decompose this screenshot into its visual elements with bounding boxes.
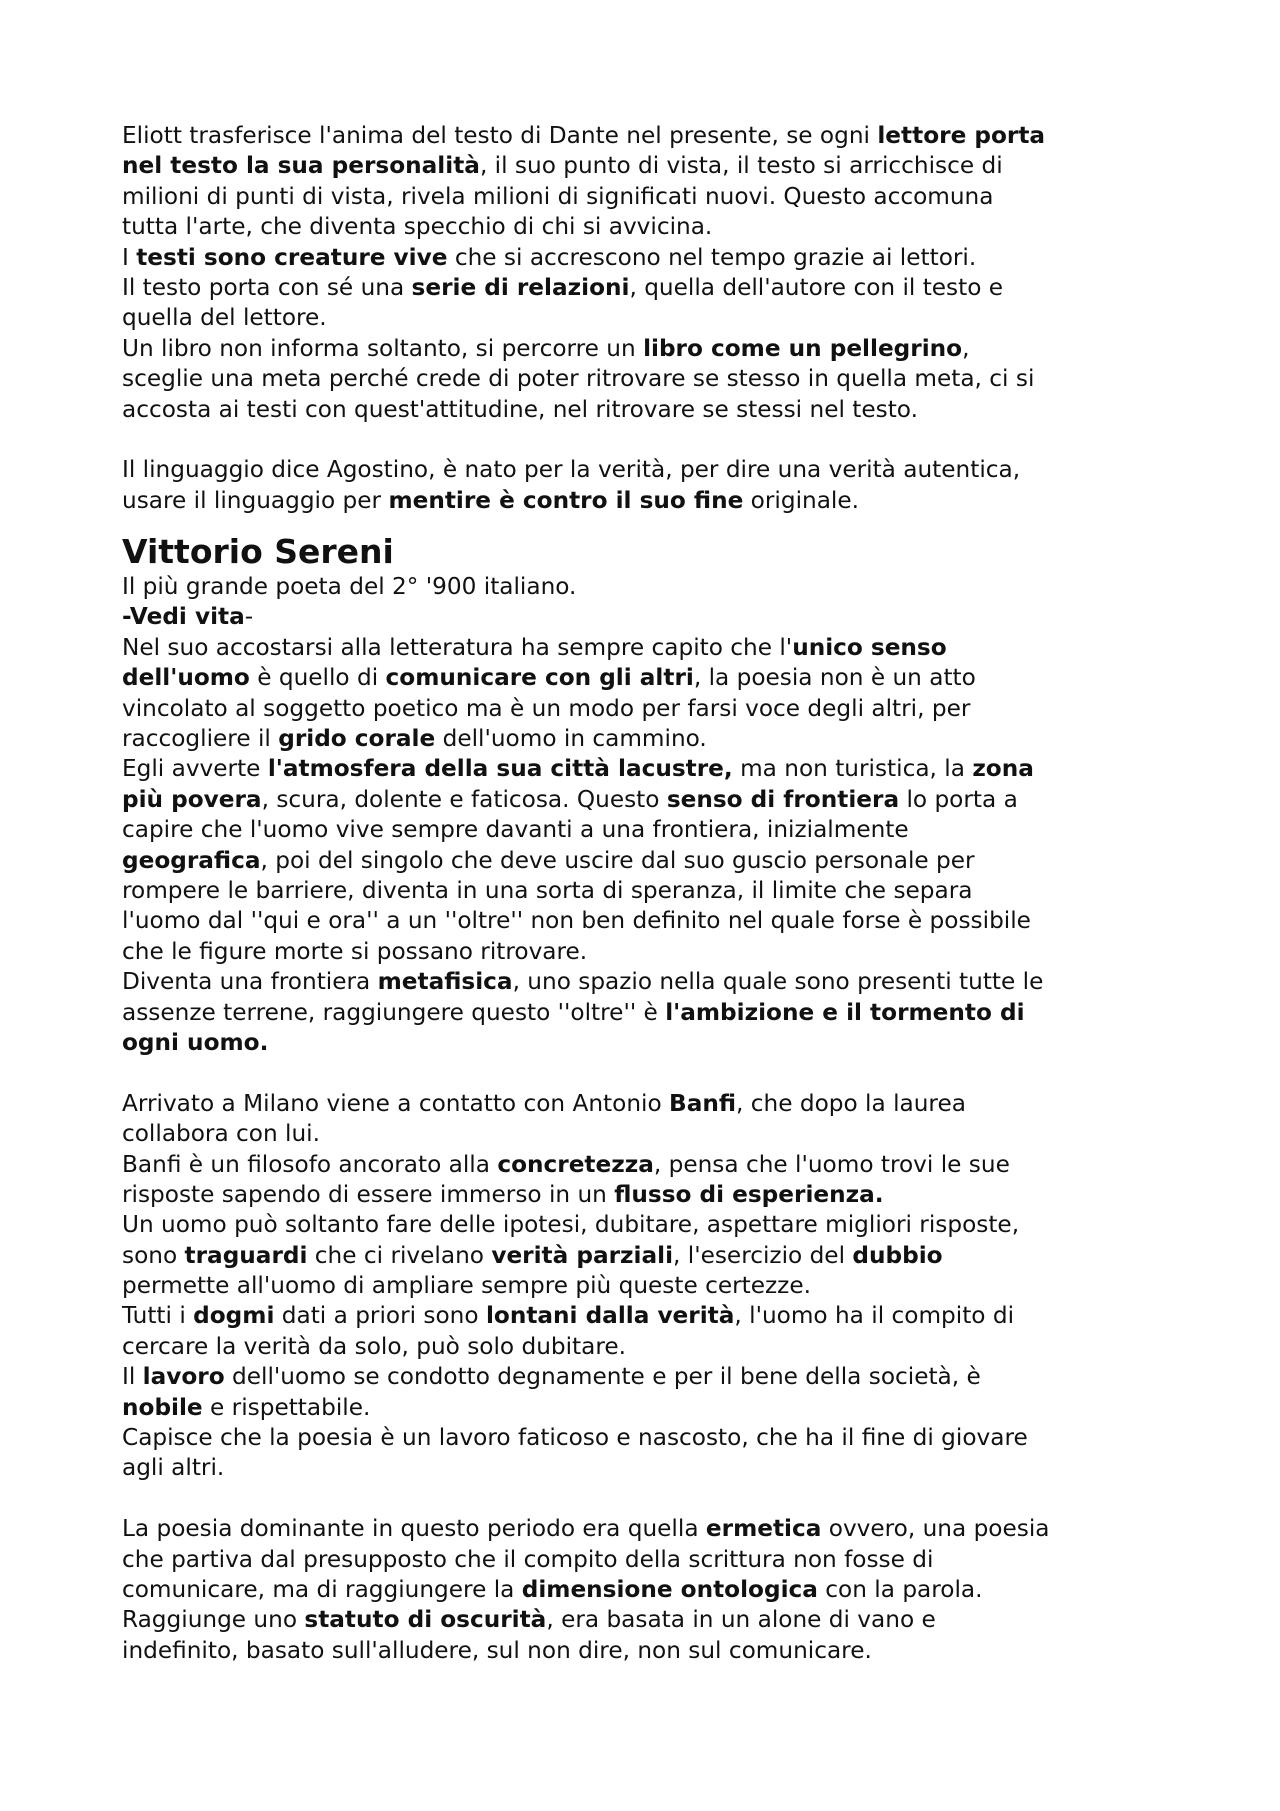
text-run: , [962,334,970,362]
bold-text-run: mentire è contro il suo fine [388,486,744,514]
text-line [122,998,1172,1028]
bold-text-run: verità parziali [491,1241,674,1269]
text-line [122,151,1172,181]
text-line [122,1423,1172,1453]
text-run: e rispettabile. [202,1393,371,1421]
bold-text-run: testi sono creature vive [136,243,448,271]
blank-line [122,1484,1172,1514]
text-run: , la poesia non è un atto [693,664,976,692]
bold-text-run: dimensione ontologica [521,1575,818,1603]
bold-text-run: comunicare con gli altri [385,664,694,692]
text-run: Diventa una frontiera [122,968,378,996]
text-line [122,1332,1172,1362]
text-run: tutta l'arte, che diventa specchio di chi si avvicina. [122,213,713,241]
text-run: sono [122,1241,185,1269]
text-run: Raggiunge uno [122,1606,305,1634]
text-line [122,633,1172,663]
bold-text-run: concretezza [497,1150,654,1178]
text-line [122,1271,1172,1301]
text-run: , poi del singolo che deve uscire dal suo guscio personale per [260,846,975,874]
text-run: Il più grande poeta del 2° '900 italiano. [122,573,577,601]
text-run: , il suo punto di vista, il testo si arricchisce di [479,152,1003,180]
text-run: indefinito, basato sull'alludere, sul non dire, non sul comunicare. [122,1636,872,1664]
text-run: I [122,243,137,271]
bold-text-run: grido corale [278,725,436,753]
text-run: cercare la verità da solo, può solo dubitare. [122,1332,627,1360]
text-line [122,1514,1172,1544]
text-line [122,1150,1172,1180]
text-line [122,1362,1172,1392]
blank-line [122,425,1172,455]
text-run: Nel suo accostarsi alla letteratura ha sempre capito che l' [122,633,793,661]
text-line [122,1393,1172,1423]
text-line [122,455,1172,485]
text-run: Egli avverte [122,755,268,783]
bold-text-run: lettore porta [877,122,1046,149]
bold-text-run: dogmi [193,1302,275,1330]
bold-text-run: serie di relazioni [411,273,630,301]
text-run: milioni di punti di vista, rivela milioni di significati nuovi. Questo accomuna [122,182,994,210]
text-run: , scura, dolente e faticosa. Questo [261,785,667,813]
text-run: sceglie una meta perché crede di poter ritrovare se stesso in quella meta, ci si [122,365,1035,393]
text-line [122,273,1172,303]
text-run: , pensa che l'uomo trovi le sue [653,1150,1010,1178]
bold-text-run: Banfi [669,1089,737,1117]
text-run: vincolato al soggetto poetico ma è un modo per farsi voce degli altri, per [122,694,971,722]
text-run: Tutti i [122,1302,194,1330]
text-run: con la parola. [817,1575,983,1603]
text-run: , che dopo la laurea [736,1089,966,1117]
text-run: l'uomo dal ''qui e ora'' a un ''oltre'' non ben definito nel quale forse è possibile [122,907,1031,935]
bold-text-run: più povera [122,785,262,813]
paragraph-agostino [122,455,1172,516]
text-run: agli altri. [122,1454,225,1482]
text-run: risposte sapendo di essere immerso in un [122,1180,615,1208]
text-line [122,724,1172,754]
text-run: Banfi è un filosofo ancorato alla [122,1150,498,1178]
text-line [122,1210,1172,1240]
bold-text-run: geografica [122,846,261,874]
text-run: , quella dell'autore con il testo e [629,273,1004,301]
paragraph-banfi [122,1089,1172,1484]
bold-text-run: dell'uomo [122,664,250,692]
text-line [122,1028,1172,1058]
text-line [122,1605,1172,1635]
text-line [122,395,1172,425]
text-run: assenze terrene, raggiungere questo ''oltre'' è [122,998,666,1026]
bold-text-run: traguardi [184,1241,308,1269]
bold-text-run: nel testo la sua personalità [122,152,480,180]
text-line [122,1545,1172,1575]
text-run: originale. [743,486,859,514]
text-line [122,967,1172,997]
bold-text-run: metafisica [377,968,513,996]
text-line [122,1241,1172,1271]
document-page [122,121,1172,1666]
text-run: ovvero, una poesia [821,1515,1050,1543]
text-run: Capisce che la poesia è un lavoro faticoso e nascosto, che ha il fine di giovare [122,1424,1028,1452]
text-line [122,1636,1172,1666]
text-run: collabora con lui. [122,1120,320,1148]
paragraph-sereni-intro [122,572,1172,1058]
text-run: dati a priori sono [274,1302,486,1330]
bold-text-run: zona [972,755,1034,783]
text-run: , era basata in un alone di vano e [546,1606,936,1634]
text-line [122,572,1172,602]
bold-text-run: unico senso [792,633,947,661]
text-line [122,694,1172,724]
text-line [122,754,1172,784]
text-run: dell'uomo in cammino. [435,725,707,753]
text-run: raccogliere il [122,725,279,753]
text-line [122,334,1172,364]
text-run: ma non turistica, la [732,755,973,783]
text-line [122,602,1172,632]
section-heading: Vittorio Sereni [122,532,394,572]
text-run: Un libro non informa soltanto, si percorre un [122,334,644,362]
text-line [122,1301,1172,1331]
text-run: che ci rivelano [307,1241,492,1269]
bold-text-run: dubbio [852,1241,943,1269]
text-run: usare il linguaggio per [122,486,389,514]
text-line [122,815,1172,845]
text-line [122,182,1172,212]
bold-text-run: ermetica [705,1515,822,1543]
text-line [122,303,1172,333]
bold-text-run: nobile [122,1393,203,1421]
text-run: , uno spazio nella quale sono presenti tutte le [512,968,1044,996]
text-run: comunicare, ma di raggiungere la [122,1575,522,1603]
text-run: Un uomo può soltanto fare delle ipotesi, dubitare, aspettare migliori risposte, [122,1211,1020,1239]
bold-text-run: -Vedi vita [122,603,245,631]
text-run: Eliott trasferisce l'anima del testo di Dante nel presente, se ogni [122,122,878,149]
text-run: La poesia dominante in questo periodo era quella [122,1515,706,1543]
text-run: lo porta a [899,785,1018,813]
bold-text-run: libro come un pellegrino [643,334,963,362]
text-run: , l'esercizio del [673,1241,853,1269]
text-line [122,212,1172,242]
text-run: dell'uomo se condotto degnamente e per il bene della società, è [224,1363,981,1391]
text-line [122,486,1172,516]
text-run: Il linguaggio dice Agostino, è nato per la verità, per dire una verità autentica, [122,456,1021,484]
text-line [122,1180,1172,1210]
text-line [122,906,1172,936]
text-run: - [244,603,254,631]
bold-text-run: flusso di esperienza. [614,1180,884,1208]
text-run: Arrivato a Milano viene a contatto con Antonio [122,1089,670,1117]
text-run: rompere le barriere, diventa in una sorta di speranza, il limite che separa [122,876,973,904]
bold-text-run: lavoro [142,1363,225,1391]
text-run: accosta ai testi con quest'attitudine, nel ritrovare se stessi nel testo. [122,395,918,423]
bold-text-run: l'ambizione e il tormento di [665,998,1025,1026]
paragraph-dante [122,121,1172,425]
bold-text-run: l'atmosfera della sua città lacustre, [267,755,733,783]
text-line [122,937,1172,967]
text-run: Il [122,1363,143,1391]
blank-line [122,1058,1172,1088]
text-run: permette all'uomo di ampliare sempre più queste certezze. [122,1272,811,1300]
text-line [122,876,1172,906]
text-run: Il testo porta con sé una [122,273,412,301]
text-line [122,1575,1172,1605]
text-run: capire che l'uomo vive sempre davanti a una frontiera, inizialmente [122,816,909,844]
bold-text-run: senso di frontiera [666,785,900,813]
text-line [122,121,1172,151]
text-line [122,243,1172,273]
text-run: è quello di [249,664,386,692]
text-run: , l'uomo ha il compito di [734,1302,1015,1330]
text-run: che le figure morte si possano ritrovare. [122,937,588,965]
bold-text-run: lontani dalla verità [485,1302,735,1330]
text-line [122,364,1172,394]
paragraph-ermetica [122,1514,1172,1666]
text-run: che partiva dal presupposto che il compito della scrittura non fosse di [122,1545,934,1573]
bold-text-run: ogni uomo. [122,1028,269,1056]
text-line [122,1119,1172,1149]
text-run: quella del lettore. [122,304,327,332]
text-line [122,663,1172,693]
text-line [122,846,1172,876]
text-line [122,785,1172,815]
text-line [122,1453,1172,1483]
text-line [122,1089,1172,1119]
text-run: che si accrescono nel tempo grazie ai lettori. [447,243,977,271]
bold-text-run: statuto di oscurità [304,1606,547,1634]
